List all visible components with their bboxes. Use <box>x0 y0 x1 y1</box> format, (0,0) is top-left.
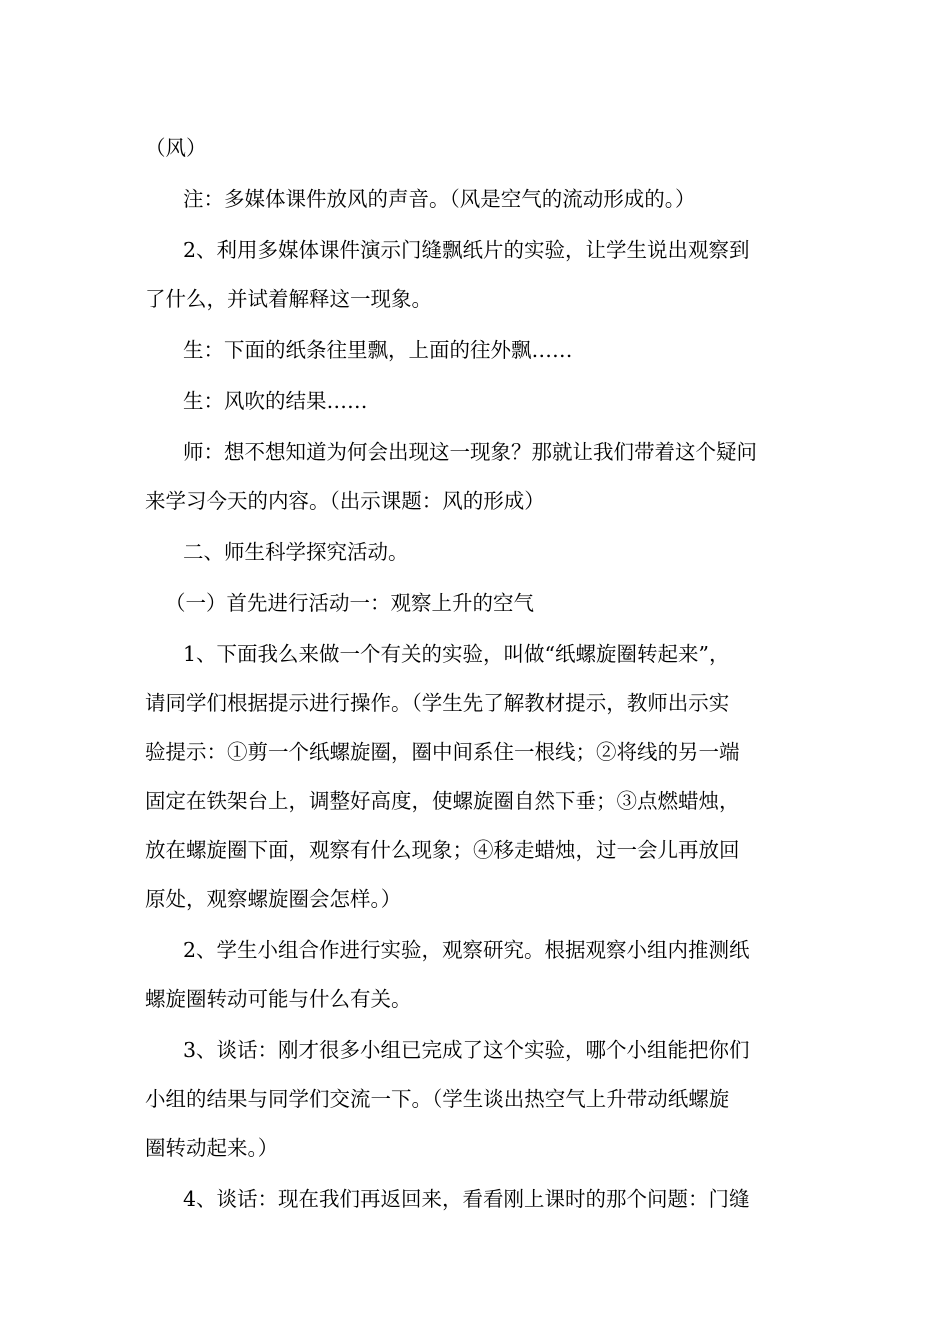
text-line: 2、利用多媒体课件演示门缝飘纸片的实验，让学生说出观察到 <box>183 238 750 262</box>
paragraph-student-1 <box>145 326 809 375</box>
section-heading-2 <box>145 528 809 577</box>
text-line: （一）首先进行活动一：观察上升的空气 <box>165 591 534 615</box>
text-line: 1、下面我么来做一个有关的实验，叫做“纸螺旋圈转起来”， <box>183 642 730 666</box>
text-line: 2、学生小组合作进行实验，观察研究。根据观察小组内推测纸 <box>183 938 750 962</box>
text-line: 了什么，并试着解释这一现象。 <box>145 287 432 311</box>
text-line: 验提示：①剪一个纸螺旋圈，圈中间系住一根线；②将线的另一端 <box>145 740 740 764</box>
paragraph-activity-1 <box>145 630 809 924</box>
document-body <box>145 124 809 1224</box>
text-line: 请同学们根据提示进行操作。（学生先了解教材提示，教师出示实 <box>145 691 730 715</box>
text-line: 3、谈话：刚才很多小组已完成了这个实验，哪个小组能把你们 <box>183 1038 750 1062</box>
text-line: （风） <box>145 136 207 160</box>
paragraph-activity-3 <box>145 1026 809 1173</box>
paragraph-teacher <box>145 428 809 526</box>
text-line: 师：想不想知道为何会出现这一现象？那就让我们带着这个疑问 <box>183 440 757 464</box>
subsection-heading-1 <box>145 579 809 628</box>
text-line: 圈转动起来。） <box>145 1136 279 1160</box>
text-line: 二、师生科学探究活动。 <box>183 540 409 564</box>
text-line: 生：风吹的结果…… <box>183 389 368 413</box>
paragraph-activity-4 <box>145 1175 809 1224</box>
paragraph-activity-2 <box>145 926 809 1024</box>
text-line: 注：多媒体课件放风的声音。（风是空气的流动形成的。） <box>183 187 696 211</box>
paragraph-wind-answer <box>145 124 809 173</box>
paragraph-note <box>145 175 809 224</box>
text-line: 小组的结果与同学们交流一下。（学生谈出热空气上升带动纸螺旋 <box>145 1087 730 1111</box>
text-line: 来学习今天的内容。（出示课题：风的形成） <box>145 489 545 513</box>
paragraph-item-2 <box>145 226 809 324</box>
text-line: 螺旋圈转动可能与什么有关。 <box>145 987 412 1011</box>
text-line: 放在螺旋圈下面，观察有什么现象；④移走蜡烛，过一会儿再放回 <box>145 838 740 862</box>
paragraph-student-2 <box>145 377 809 426</box>
text-line: 生：下面的纸条往里飘，上面的往外飘…… <box>183 338 573 362</box>
text-line: 固定在铁架台上，调整好高度，使螺旋圈自然下垂；③点燃蜡烛， <box>145 789 740 813</box>
text-line: 原处，观察螺旋圈会怎样。） <box>145 887 402 911</box>
text-line: 4、谈话：现在我们再返回来，看看刚上课时的那个问题：门缝 <box>183 1187 750 1211</box>
